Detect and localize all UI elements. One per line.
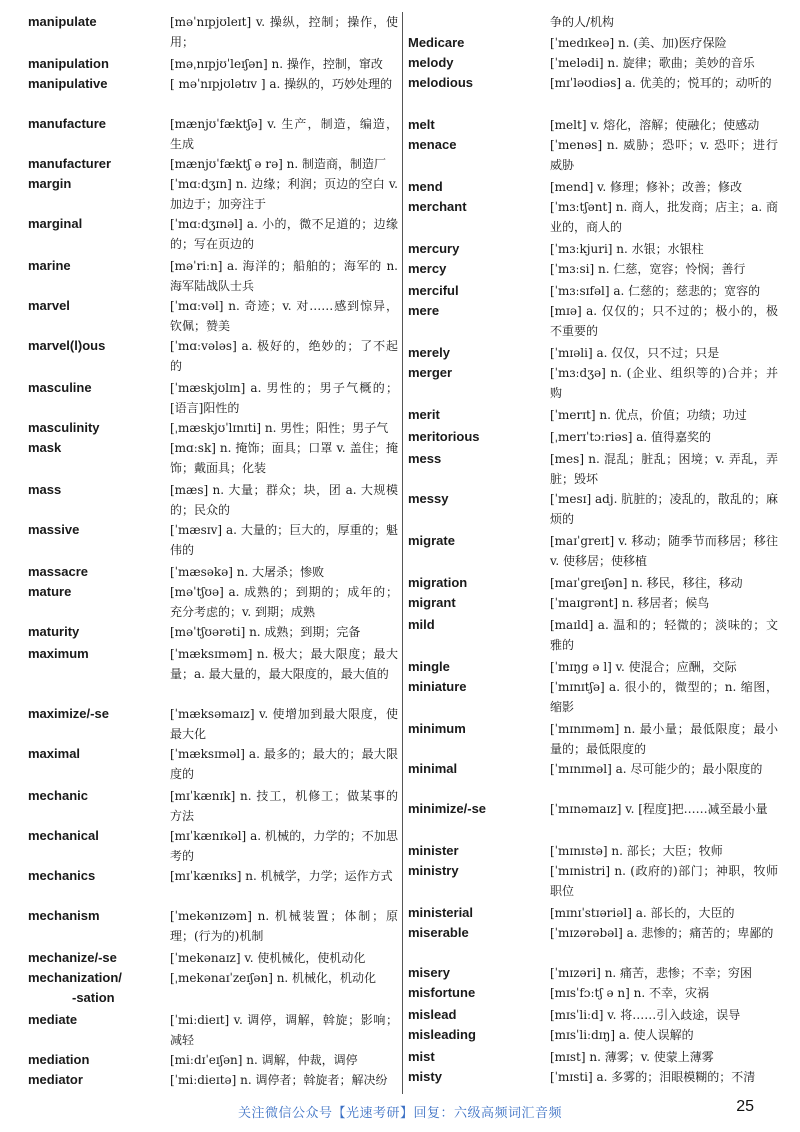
entry-headword [28, 826, 168, 846]
headword-text: ministerial [408, 905, 474, 920]
entry-definition: [ˈmæsəkə] n. 大屠杀；惨败 [170, 565, 325, 579]
entry-headword [28, 336, 168, 356]
entry-definition: [mɪsˈfɔːtʃ ə n] n. 不幸，灾祸 [550, 986, 709, 1000]
dictionary-entry [28, 1050, 398, 1070]
entry-headword [408, 1025, 548, 1045]
headword-text: merely [408, 345, 450, 360]
headword-text: mechanic [28, 788, 88, 803]
headword-text: marvel [28, 298, 70, 313]
dictionary-entry [28, 1010, 398, 1050]
entry-definition: [mɪˈkænɪk] n. 技工，机修工；做某事的方法 [170, 789, 398, 823]
headword-text: Medicare [408, 35, 465, 50]
entry-headword [408, 573, 548, 593]
entry-headword [408, 759, 548, 779]
headword-text: maximal [28, 746, 81, 761]
dictionary-entry [28, 826, 398, 866]
entry-definition: [ˈmɜːtʃənt] n. 商人，批发商；店主；a. 商业的，商人的 [550, 200, 778, 234]
entry-headword [28, 74, 168, 94]
headword-text: mingle [408, 659, 450, 674]
dictionary-entry [408, 427, 778, 447]
entry-definition: [məˈriːn] a. 海洋的；船舶的；海军的 n. 海军陆战队士兵 [170, 259, 398, 293]
headword-text: melodious [408, 75, 474, 90]
headword-text: massive [28, 522, 80, 537]
entry-definition: [mɪnɪˈstɪəriəl] a. 部长的，大臣的 [550, 906, 735, 920]
entry-headword [408, 1005, 548, 1025]
headword-text: misleading [408, 1027, 476, 1042]
dictionary-entry [28, 1070, 398, 1090]
headword-text: mechanics [28, 868, 96, 883]
headword-text: minimum [408, 721, 466, 736]
headword-text: masculinity [28, 420, 100, 435]
entry-headword [408, 489, 548, 509]
entry-definition: [ˈmɪsti] a. 多雾的；泪眼模糊的；不清 [550, 1070, 756, 1084]
entry-headword [408, 343, 548, 363]
headword-text: massacre [28, 564, 88, 579]
entry-definition: [ˈmɑːdʒɪnəl] a. 小的，微不足道的；边缘的；写在页边的 [170, 217, 398, 251]
entry-definition: [məˈtʃʊə] a. 成熟的；到期的；成年的；充分考虑的；v. 到期；成熟 [170, 585, 398, 619]
dictionary-entry [408, 841, 778, 861]
dictionary-entry [28, 582, 398, 622]
dictionary-entry [28, 786, 398, 826]
dictionary-entry [28, 438, 398, 478]
entry-definition: [ˌmæskjʊˈlɪnɪti] n. 男性；阳性；男子气 [170, 421, 389, 435]
dictionary-entry [28, 418, 398, 438]
entry-definition: [maɪˈgreɪʃən] n. 移民，移往，移动 [550, 576, 743, 590]
entry-headword [408, 177, 548, 197]
entry-headword [408, 841, 548, 861]
entry-headword [408, 903, 548, 923]
entry-headword [408, 115, 548, 135]
dictionary-entry [28, 154, 398, 174]
entry-definition: [mɑːsk] n. 掩饰；面具；口罩 v. 盖住；掩饰；戴面具；化装 [170, 441, 398, 475]
entry-definition: [ˌmekənaɪˈzeɪʃən] n. 机械化，机动化 [170, 971, 377, 985]
entry-headword [408, 281, 548, 301]
dictionary-entry [28, 12, 398, 52]
continued-definition-text: 争的人/机构 [550, 15, 615, 29]
entry-definition: [ˈmæksəmaɪz] v. 使增加到最大限度，使最大化 [170, 707, 398, 741]
entry-headword [28, 1010, 168, 1030]
entry-definition: [ˈmɪzəri] n. 痛苦，悲惨；不幸；穷困 [550, 966, 753, 980]
headword-text: melt [408, 117, 435, 132]
entry-headword [28, 906, 168, 926]
dictionary-entry [28, 378, 398, 418]
headword-text: misty [408, 1069, 442, 1084]
entry-definition: [ˈmiːdieɪt] v. 调停，调解，斡旋；影响；减轻 [170, 1013, 398, 1047]
dictionary-entry [28, 562, 398, 582]
dictionary-entry [408, 239, 778, 259]
headword-text: mechanize/-se [28, 950, 117, 965]
headword-text: mediate [28, 1012, 78, 1027]
entry-headword [408, 33, 548, 53]
entry-headword [28, 582, 168, 602]
entry-headword [28, 644, 168, 664]
entry-headword [28, 1070, 168, 1090]
entry-headword [408, 983, 548, 1003]
entry-headword [408, 1047, 548, 1067]
headword-text: marvel(l)ous [28, 338, 106, 353]
dictionary-entry [408, 1047, 778, 1067]
entry-definition: [ˈmenəs] n. 威胁；恐吓；v. 恐吓；进行威胁 [550, 138, 778, 172]
dictionary-entry [28, 214, 398, 254]
entry-definition: [mɪˈkænɪks] n. 机械学，力学；运作方式 [170, 869, 393, 883]
entry-headword [408, 301, 548, 321]
entry-headword [408, 363, 548, 383]
headword-text: margin [28, 176, 72, 191]
headword-text: minimize/-se [408, 801, 487, 816]
headword-text: migration [408, 575, 468, 590]
entry-headword [408, 197, 548, 217]
entry-headword [408, 449, 548, 469]
entry-headword [28, 378, 168, 398]
headword-text: mature [28, 584, 72, 599]
entry-definition: [ˈmæskjʊlɪn] a. 男性的；男子气概的；[语言]阳性的 [170, 381, 398, 415]
entry-headword [28, 12, 168, 32]
dictionary-entry [28, 644, 398, 684]
dictionary-entry [408, 573, 778, 593]
headword-text: migrate [408, 533, 455, 548]
entry-headword [408, 923, 548, 943]
headword-continuation: -sation [72, 990, 115, 1005]
entry-headword [28, 418, 168, 438]
entry-definition: [ˈmedɪkeə] n. (美、加)医疗保险 [550, 36, 727, 50]
headword-text: manipulation [28, 56, 109, 71]
entry-definition: [mænjʊˈfæktʃ ə rə] n. 制造商，制造厂 [170, 157, 387, 171]
headword-text: mislead [408, 1007, 457, 1022]
dictionary-entry [408, 719, 778, 759]
entry-definition: [ˈmæksɪməl] a. 最多的；最大的；最大限度的 [170, 747, 398, 781]
entry-definition: [ˈmɑːdʒɪn] n. 边缘；利润；页边的空白 v. 加边于；加旁注于 [170, 177, 398, 211]
dictionary-entry [28, 866, 398, 886]
dictionary-entry [408, 615, 778, 655]
entry-definition: [ˈmaɪgrənt] n. 移居者；候鸟 [550, 596, 710, 610]
entry-headword [408, 657, 548, 677]
entry-definition: [ məˈnɪpjʊlətɪv ] a. 操纵的，巧妙处理的 [170, 77, 393, 91]
entry-definition: [ˈmɜːsi] n. 仁慈，宽容；怜悯；善行 [550, 262, 746, 276]
entry-headword [408, 963, 548, 983]
entry-definition: [ˈmekənɪzəm] n. 机械装置；体制；原理；(行为的)机制 [170, 909, 398, 943]
headword-text: mechanical [28, 828, 99, 843]
entry-headword [28, 744, 168, 764]
headword-text: minimal [408, 761, 458, 776]
dictionary-entry [408, 963, 778, 983]
entry-headword [28, 174, 168, 194]
entry-definition: [mes] n. 混乱；脏乱；困境；v. 弄乱，弄脏；毁坏 [550, 452, 778, 486]
headword-text: maximize/-se [28, 706, 109, 721]
entry-definition: [ˈmiːdieɪtə] n. 调停者；斡旋者；解决纷 [170, 1073, 388, 1087]
entry-definition: [ˈmɜːkjuri] n. 水银；水银柱 [550, 242, 704, 256]
entry-definition: [ˈmɪnɪməl] a. 尽可能少的；最小限度的 [550, 762, 763, 776]
dictionary-entry [28, 480, 398, 520]
headword-text: manipulative [28, 76, 108, 91]
dictionary-entry [28, 906, 398, 946]
entry-definition: [məˌnɪpjʊˈleɪʃən] n. 操作，控制，窜改 [170, 57, 383, 71]
entry-definition: [ˈmæksɪməm] n. 极大；最大限度；最大量；a. 最大量的，最大限度的，最大值的 [170, 647, 398, 681]
headword-text: misery [408, 965, 450, 980]
entry-headword [408, 799, 548, 819]
entry-headword [408, 593, 548, 613]
headword-text: manipulate [28, 14, 97, 29]
dictionary-entry [28, 174, 398, 214]
headword-text: minister [408, 843, 459, 858]
dictionary-entry [28, 520, 398, 560]
entry-definition: [ˈmɑːvələs] a. 极好的，绝妙的；了不起的 [170, 339, 398, 373]
headword-text: miniature [408, 679, 467, 694]
dictionary-entry [408, 531, 778, 571]
headword-text: merit [408, 407, 440, 422]
entry-headword [28, 438, 168, 458]
entry-definition: [mɪˈləʊdiəs] a. 优美的；悦耳的；动听的 [550, 76, 772, 90]
dictionary-entry [28, 296, 398, 336]
headword-text: mercury [408, 241, 460, 256]
dictionary-entry [408, 343, 778, 363]
headword-text: merger [408, 365, 453, 380]
entry-headword [28, 704, 168, 724]
entry-headword [408, 531, 548, 551]
dictionary-entry [28, 336, 398, 376]
entry-headword [408, 1067, 548, 1087]
dictionary-entry [408, 177, 778, 197]
headword-text: misfortune [408, 985, 476, 1000]
entry-headword [28, 256, 168, 276]
dictionary-entry [408, 197, 778, 237]
entry-definition: [ˈmɪnistri] n. (政府的)部门；神职，牧师职位 [550, 864, 778, 898]
dictionary-entry [408, 405, 778, 425]
dictionary-entry [408, 449, 778, 489]
headword-text: mess [408, 451, 442, 466]
dictionary-entry [28, 114, 398, 154]
entry-definition: [mɪsˈliːdɪŋ] a. 使人误解的 [550, 1028, 694, 1042]
dictionary-entry [408, 259, 778, 279]
entry-definition: [ˈmɪnɪtʃə] a. 很小的，微型的；n. 缩图，缩影 [550, 680, 778, 714]
headword-text: migrant [408, 595, 456, 610]
entry-headword [28, 520, 168, 540]
continued-definition [408, 12, 778, 32]
entry-definition: [məˈnɪpjʊleɪt] v. 操纵，控制；操作，使用； [170, 15, 398, 49]
entry-definition: [ˈmɜːdʒə] n. (企业、组织等的)合并；并购 [550, 366, 778, 400]
entry-headword [28, 214, 168, 234]
entry-definition: [ˈmelədi] n. 旋律；歌曲；美妙的音乐 [550, 56, 755, 70]
dictionary-entry [28, 256, 398, 296]
headword-text: marginal [28, 216, 83, 231]
entry-headword [408, 259, 548, 279]
entry-headword [408, 405, 548, 425]
dictionary-entry [28, 622, 398, 642]
entry-definition: [ˈmɪzərəbəl] a. 悲惨的；痛苦的；卑鄙的 [550, 926, 774, 940]
entry-headword [408, 73, 548, 93]
entry-headword [28, 154, 168, 174]
entry-headword [28, 562, 168, 582]
entry-headword [408, 239, 548, 259]
entry-headword [408, 135, 548, 155]
entry-definition: [maɪˈgreɪt] v. 移动；随季节而移居；移往 v. 使移居；使移植 [550, 534, 778, 568]
entry-definition: [ˈmɑːvəl] n. 奇迹；v. 对……感到惊异，钦佩；赞美 [170, 299, 398, 333]
dictionary-entry [408, 53, 778, 73]
headword-text: mild [408, 617, 435, 632]
entry-headword [408, 615, 548, 635]
headword-text: mass [28, 482, 62, 497]
footer-slogan: 关注微信公众号【光速考研】回复：六级高频词汇音频 [237, 1106, 562, 1121]
entry-headword [28, 480, 168, 500]
dictionary-entry [408, 281, 778, 301]
headword-text: mask [28, 440, 62, 455]
headword-text: melody [408, 55, 454, 70]
headword-text: mediation [28, 1052, 90, 1067]
headword-text: masculine [28, 380, 92, 395]
dictionary-entry [408, 861, 778, 901]
page-number: 25 [736, 1098, 754, 1115]
column-divider [402, 12, 403, 1094]
entry-headword [28, 114, 168, 134]
headword-text: mechanization/ [28, 970, 122, 985]
dictionary-entry [408, 759, 778, 779]
dictionary-entry [408, 1005, 778, 1025]
headword-text: maximum [28, 646, 89, 661]
entry-definition: [mæs] n. 大量；群众；块，团 a. 大规模的；民众的 [170, 483, 398, 517]
entry-definition: [ˈmɪŋg ə l] v. 使混合；应酬，交际 [550, 660, 737, 674]
entry-definition: [ˈmesɪ] adj. 肮脏的；凌乱的，散乱的；麻烦的 [550, 492, 778, 526]
dictionary-entry [28, 948, 398, 968]
entry-definition: [ˈmerɪt] n. 优点，价值；功绩；功过 [550, 408, 747, 422]
dictionary-entry [408, 115, 778, 135]
entry-definition: [ˈmekənaɪz] v. 使机械化，使机动化 [170, 951, 366, 965]
entry-headword [408, 427, 548, 447]
dictionary-entry [28, 968, 398, 1005]
entry-definition: [melt] v. 熔化，溶解；使融化；使感动 [550, 118, 760, 132]
entry-definition: [ˈmɪnəmaɪz] v. [程度]把……减至最小量 [550, 802, 768, 816]
entry-definition: [məˈtʃʊərəti] n. 成熟；到期；完备 [170, 625, 361, 639]
entry-definition: [ˌmerɪˈtɔːriəs] a. 值得嘉奖的 [550, 430, 712, 444]
entry-definition: [ˈmɪəli] a. 仅仅，只不过；只是 [550, 346, 720, 360]
entry-definition: [ˈmæsɪv] a. 大量的；巨大的，厚重的；魁伟的 [170, 523, 398, 557]
entry-definition: [ˈmɪnɪməm] n. 最小量；最低限度；最小量的；最低限度的 [550, 722, 778, 756]
headword-text: marine [28, 258, 71, 273]
headword-text: menace [408, 137, 457, 152]
entry-definition: [ˈmɪnɪstə] n. 部长；大臣；牧师 [550, 844, 723, 858]
entry-headword [28, 786, 168, 806]
entry-definition: [mɪst] n. 薄雾；v. 使蒙上薄雾 [550, 1050, 714, 1064]
dictionary-entry [408, 799, 778, 819]
headword-text: mere [408, 303, 440, 318]
headword-text: meritorious [408, 429, 480, 444]
dictionary-entry [28, 704, 398, 744]
entry-headword [28, 866, 168, 886]
headword-text: manufacturer [28, 156, 112, 171]
headword-text: miserable [408, 925, 469, 940]
entry-headword [408, 861, 548, 881]
dictionary-entry [408, 923, 778, 943]
entry-headword [28, 968, 168, 1008]
entry-definition: [mɪˈkænɪkəl] a. 机械的，力学的；不加思考的 [170, 829, 398, 863]
dictionary-entry [408, 73, 778, 93]
dictionary-entry [28, 744, 398, 784]
entry-definition: [miːdɪˈeɪʃən] n. 调解，仲裁，调停 [170, 1053, 358, 1067]
dictionary-entry [28, 54, 398, 74]
headword-text: mediator [28, 1072, 83, 1087]
entry-headword [28, 54, 168, 74]
entry-headword [408, 53, 548, 73]
headword-text: mechanism [28, 908, 100, 923]
entry-definition: [mɪsˈliːd] v. 将……引入歧途，误导 [550, 1008, 741, 1022]
headword-text: mist [408, 1049, 435, 1064]
entry-definition: [ˈmɜːsɪfəl] a. 仁慈的；慈悲的；宽容的 [550, 284, 761, 298]
headword-text: mend [408, 179, 443, 194]
dictionary-entry [408, 677, 778, 717]
headword-text: mercy [408, 261, 447, 276]
dictionary-entry [408, 301, 778, 341]
headword-text: messy [408, 491, 449, 506]
dictionary-entry [408, 363, 778, 403]
entry-headword [408, 719, 548, 739]
headword-text: merchant [408, 199, 467, 214]
headword-text: merciful [408, 283, 459, 298]
dictionary-entry [408, 135, 778, 175]
dictionary-entry [408, 33, 778, 53]
headword-text: ministry [408, 863, 459, 878]
entry-headword [28, 622, 168, 642]
entry-headword [28, 1050, 168, 1070]
dictionary-entry [408, 1067, 778, 1087]
dictionary-entry [408, 903, 778, 923]
dictionary-entry [408, 657, 778, 677]
entry-definition: [mend] v. 修理；修补；改善；修改 [550, 180, 743, 194]
entry-headword [28, 948, 168, 968]
entry-headword [28, 296, 168, 316]
entry-definition: [maɪld] a. 温和的；轻微的；淡味的；文雅的 [550, 618, 778, 652]
dictionary-entry [28, 74, 398, 94]
dictionary-entry [408, 983, 778, 1003]
headword-text: manufacture [28, 116, 107, 131]
entry-definition: [mænjʊˈfæktʃə] v. 生产，制造，编造，生成 [170, 117, 398, 151]
dictionary-entry [408, 489, 778, 529]
dictionary-entry [408, 593, 778, 613]
entry-definition: [mɪə] a. 仅仅的；只不过的；极小的，极不重要的 [550, 304, 778, 338]
headword-text: maturity [28, 624, 80, 639]
entry-headword [408, 677, 548, 697]
dictionary-entry [408, 1025, 778, 1045]
